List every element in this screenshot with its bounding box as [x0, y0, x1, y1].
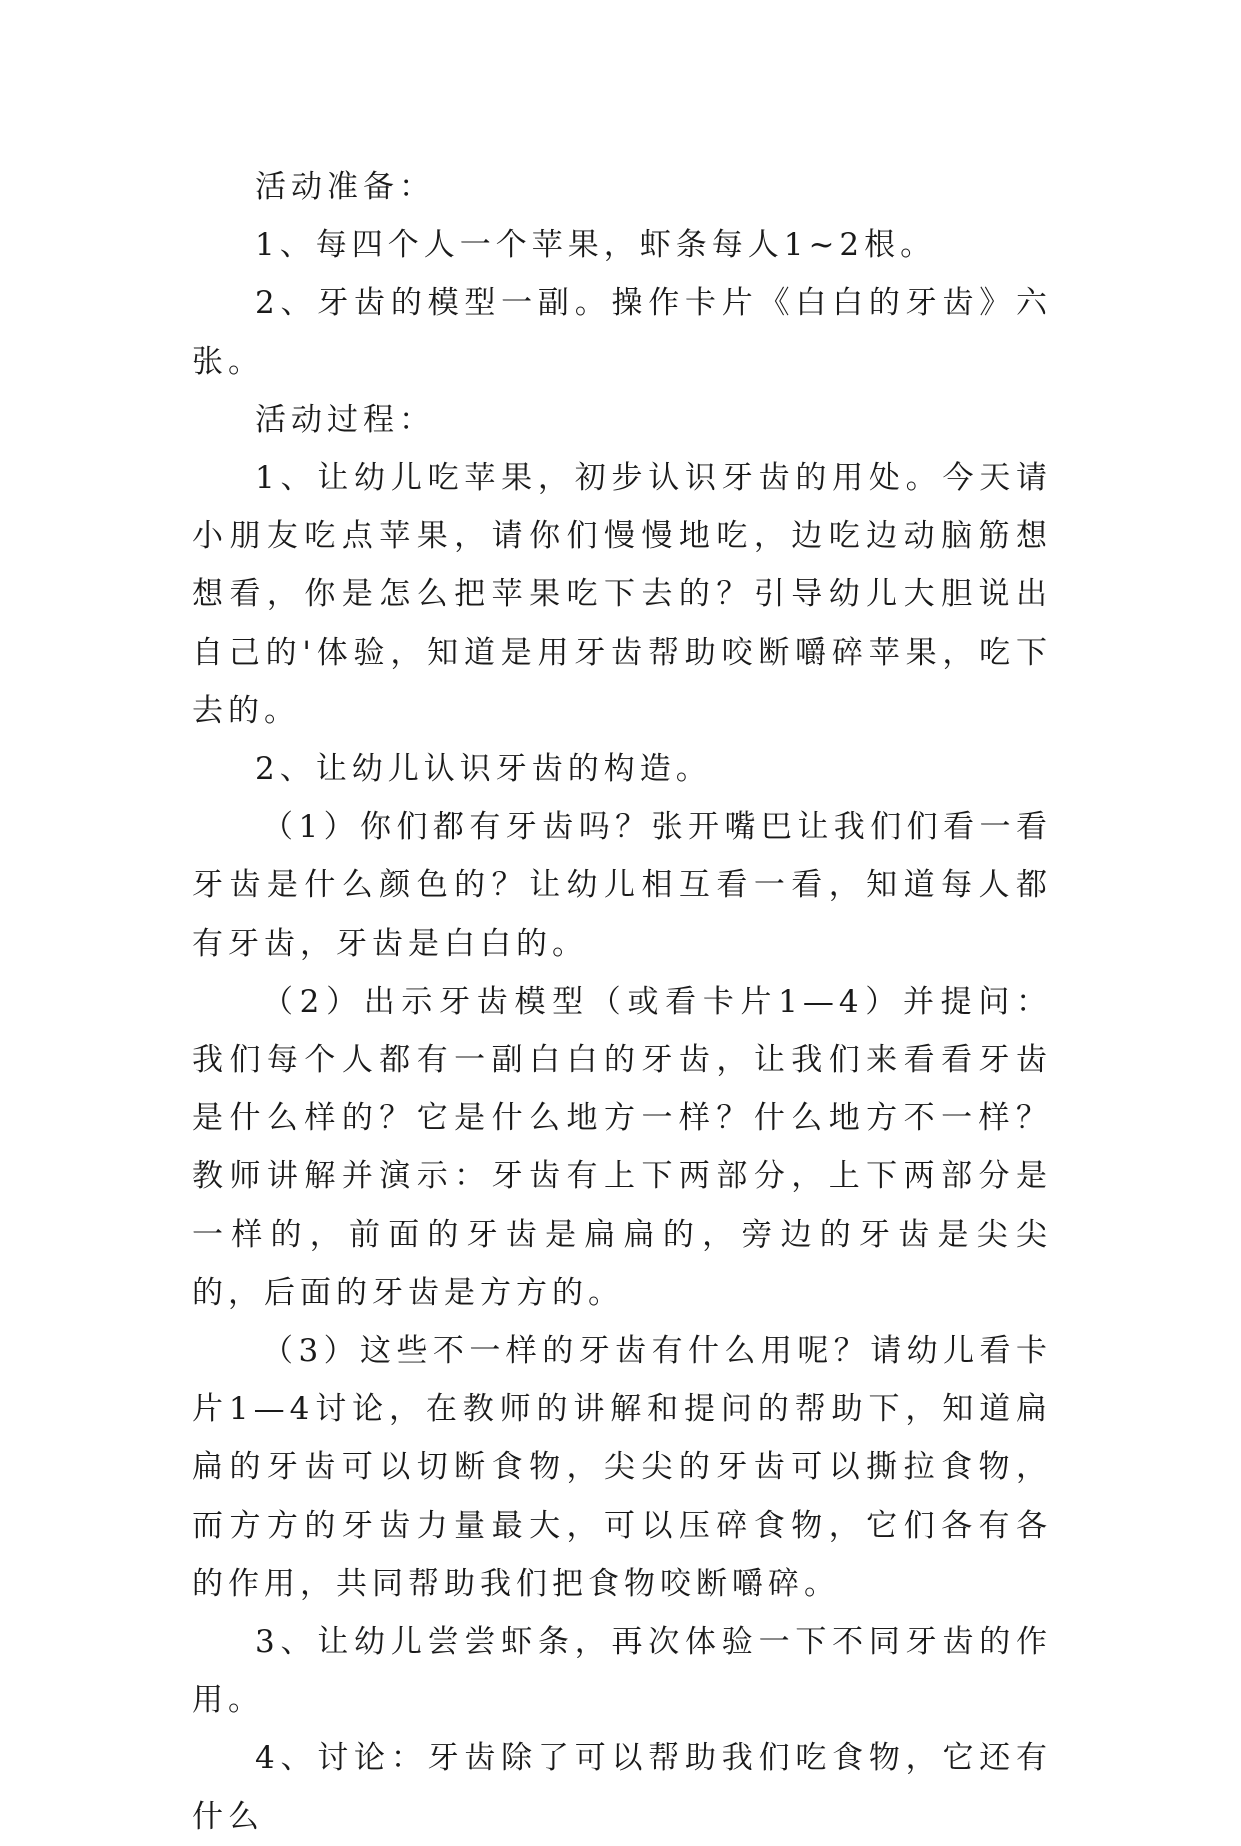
heading-preparation: 活动准备： — [255, 169, 435, 205]
process-step-2: 2、让幼儿认识牙齿的构造。 — [255, 751, 712, 788]
process-step-3: 3、让幼儿尝尝虾条，再次体验一下不同牙齿的作用。 — [192, 1624, 1052, 1719]
prep-item-2: 2、牙齿的模型一副。操作卡片《白白的牙齿》六张。 — [192, 285, 1052, 380]
document-body — [192, 158, 1052, 1846]
heading-process: 活动过程： — [255, 401, 435, 438]
process-step-2-1: （1）你们都有牙齿吗？张开嘴巴让我们们看一看牙齿是什么颜色的？让幼儿相互看一看，知道每人都有牙齿，牙齿是白白的。 — [192, 809, 1052, 962]
process-step-1: 1、让幼儿吃苹果，初步认识牙齿的用处。今天请小朋友吃点苹果，请你们慢慢地吃，边吃边动脑筋想想看，你是怎么把苹果吃下去的？引导幼儿大胆说出自己的'体验，知道是用牙齿帮助咬断嚼碎苹果，吃下去的。 — [192, 460, 1052, 729]
process-step-2-3: （3）这些不一样的牙齿有什么用呢？请幼儿看卡片1—4讨论，在教师的讲解和提问的帮助下，知道扁扁的牙齿可以切断食物，尖尖的牙齿可以撕拉食物，而方方的牙齿力量最大，可以压碎食物，它们各有各的作用，共同帮助我们把食物咬断嚼碎。 — [192, 1333, 1052, 1602]
process-step-2-2: （2）出示牙齿模型（或看卡片1—4）并提问：我们每个人都有一副白白的牙齿，让我们来看看牙齿是什么样的？它是什么地方一样？什么地方不一样？教师讲解并演示：牙齿有上下两部分，上下两部分是一样的，前面的牙齿是扁扁的，旁边的牙齿是尖尖的，后面的牙齿是方方的。 — [192, 983, 1052, 1311]
prep-item-1: 1、每四个人一个苹果，虾条每人1~2根。 — [255, 227, 937, 264]
process-step-4: 4、讨论：牙齿除了可以帮助我们吃食物，它还有什么 — [192, 1740, 1052, 1835]
